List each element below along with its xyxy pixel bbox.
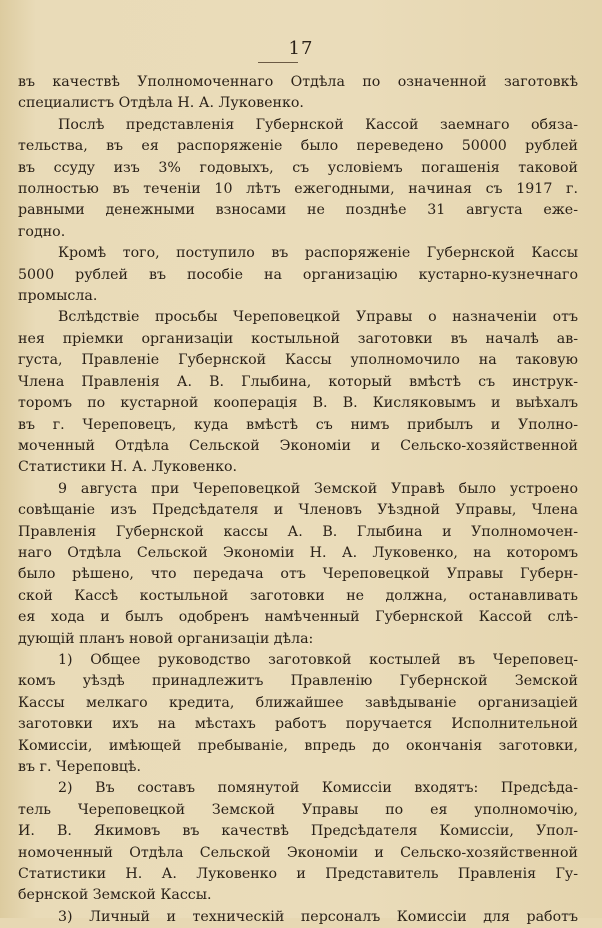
text-line: 3) Личный и техническій персоналъ Комиссіи для работъ — [58, 908, 578, 925]
text-line: 9 августа при Череповецкой Земской Управѣ было устроено — [58, 480, 578, 497]
text-line: моченный Отдѣла Сельской Экономіи и Сельско-хозяйственной — [18, 437, 578, 454]
text-line: Кассы мелкаго кредита, ближайшее завѣдываніе организаціей — [18, 694, 578, 711]
text-line: густа, Правленіе Губернской Кассы уполномочило на таковую — [18, 352, 578, 369]
text-line: Кромѣ того, поступило въ распоряженіе Губернской Кассы — [58, 245, 578, 262]
text-line: равными денежными взносами не позднѣе 31 августа еже- — [18, 202, 578, 219]
text-line: Правленія Губернской кассы А. В. Глыбина и Уполномочен- — [18, 523, 578, 540]
text-line: Члена Правленія А. В. Глыбина, который вмѣстѣ съ инструк- — [18, 373, 578, 390]
text-line: тель Череповецкой Земской Управы по ея уполномочію, — [18, 801, 578, 818]
text-line: номоченный Отдѣла Сельской Экономіи и Сельско-хозяйственной — [18, 844, 578, 861]
text-line: заготовки ихъ на мѣстахъ работъ поручается Исполнительной — [18, 716, 578, 733]
text-line: въ качествѣ Уполномоченнаго Отдѣла по означенной заготовкѣ — [18, 74, 578, 90]
text-line: ской Кассѣ костыльной заготовки не должна, останавливать — [18, 587, 578, 604]
text-line: Вслѣдствіе просьбы Череповецкой Управы о назначеніи отъ — [58, 309, 578, 326]
text-line: совѣщаніе изъ Предсѣдателя и Членовъ Уѣздной Управы, Члена — [18, 502, 578, 519]
text-line: 1) Общее руководство заготовкой костылей въ Череповец- — [58, 651, 578, 668]
text-line: въ г. Череповецъ, куда вмѣстѣ съ нимъ прибылъ и Уполно- — [18, 416, 578, 433]
text-line: Комиссіи, имѣющей пребываніе, впредь до окончанія заготовки, — [18, 737, 578, 754]
page-number-rule — [258, 62, 298, 63]
text-line: И. В. Якимовъ въ качествѣ Предсѣдателя Комиссіи, Упол- — [18, 823, 578, 840]
text-line: промысла. — [18, 288, 98, 305]
text-line: специалистъ Отдѣла Н. А. Луковенко. — [18, 95, 304, 112]
text-line: въ ссуду изъ 3% годовыхъ, съ условіемъ погашенія таковой — [18, 159, 578, 176]
text-line: 2) Въ составъ помянутой Комиссіи входятъ: Предсѣда- — [58, 780, 578, 797]
text-line: дующій планъ новой организаціи дѣла: — [18, 630, 314, 647]
text-line: полностью въ теченіи 10 лѣтъ ежегодными, начиная съ 1917 г. — [18, 181, 578, 198]
text-line: Послѣ представленія Губернской Кассой заемнаго обяза- — [58, 116, 578, 133]
text-line: тельства, въ ея распоряженіе было переведено 50000 рублей — [18, 138, 578, 155]
text-line: Статистики Н. А. Луковенко. — [18, 459, 238, 476]
page-number: 17 — [288, 38, 314, 59]
text-line: годно. — [18, 223, 66, 240]
body-text — [18, 72, 578, 928]
text-line: въ г. Череповцѣ. — [18, 759, 141, 775]
text-line: торомъ по кустарной кооперація В. В. Кисляковымъ и выѣхалъ — [18, 395, 578, 412]
text-line: нея пріемки организаціи костыльной заготовки въ началѣ ав- — [18, 330, 578, 347]
text-line: наго Отдѣла Сельской Экономіи Н. А. Луковенко, на которомъ — [18, 544, 578, 561]
text-line: было рѣшено, что передача отъ Череповецкой Управы Губерн- — [18, 566, 578, 583]
text-line: ея хода и былъ одобренъ намѣченный Губернской Кассой слѣ- — [18, 609, 578, 626]
text-line: комъ уѣздѣ принадлежитъ Правленію Губернской Земской — [18, 673, 578, 690]
text-line: бернской Земской Кассы. — [18, 887, 212, 904]
text-line: Статистики Н. А. Луковенко и Представитель Правленія Гу- — [18, 866, 578, 883]
text-line: 5000 рублей въ пособіе на организацію кустарно-кузнечнаго — [18, 266, 578, 283]
